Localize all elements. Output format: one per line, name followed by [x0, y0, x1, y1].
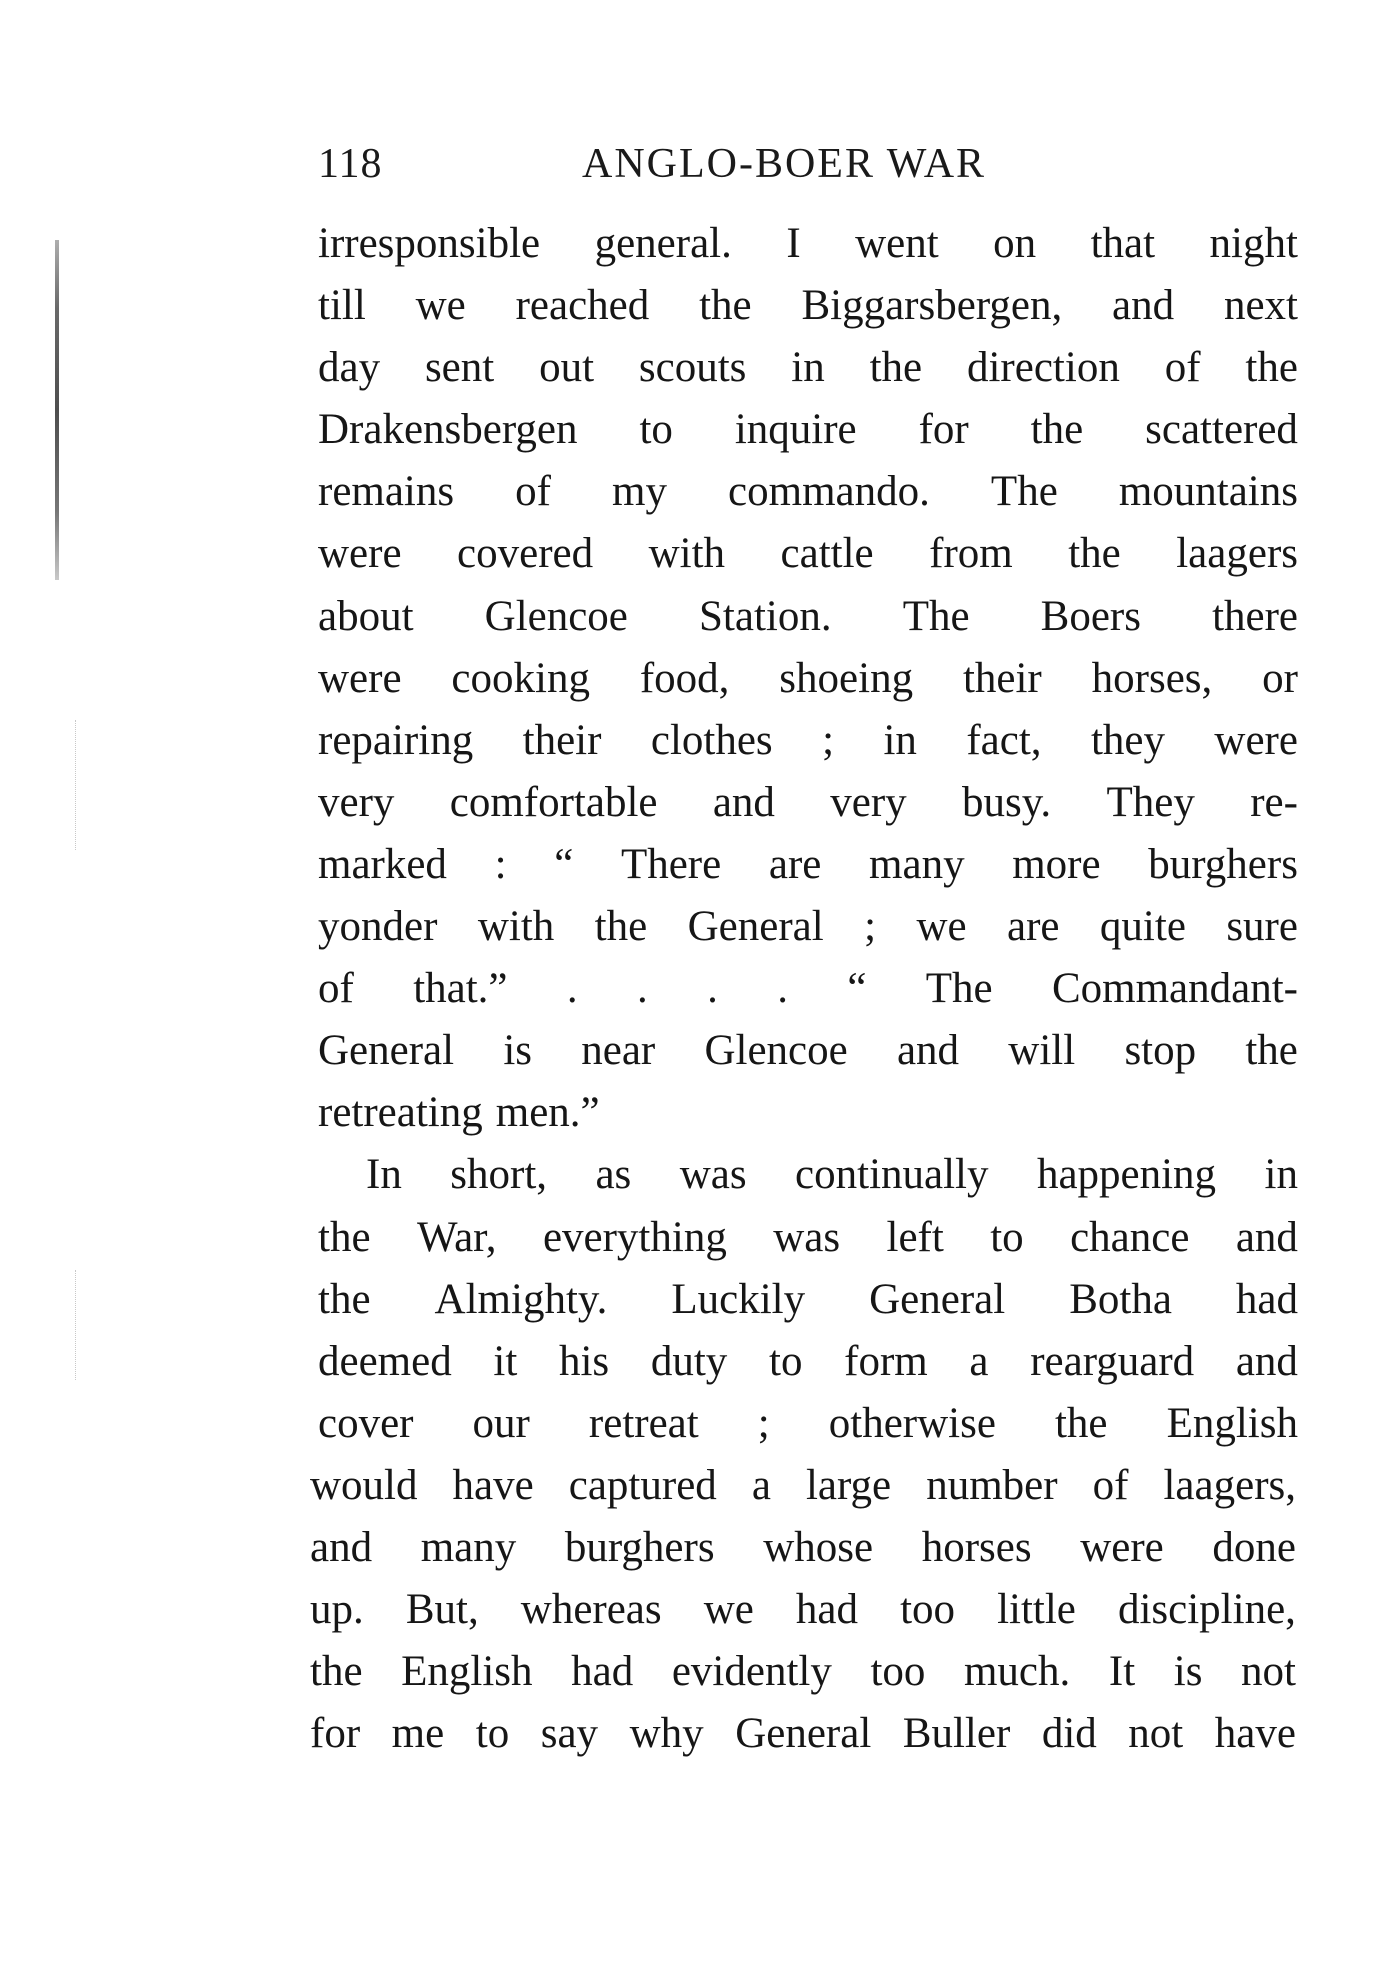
text-line: [318, 834, 1298, 896]
word: cooking: [451, 654, 590, 702]
word: Buller: [902, 1710, 1011, 1758]
word: sure: [1226, 903, 1298, 951]
word: the: [869, 344, 923, 392]
word: left: [886, 1213, 944, 1261]
word: the: [1054, 1399, 1108, 1447]
word: their: [522, 716, 602, 764]
word: that: [1090, 220, 1156, 267]
word: our: [472, 1399, 530, 1447]
word: remains: [318, 468, 455, 516]
word: burghers: [1148, 840, 1298, 888]
word: irresponsible: [318, 220, 541, 267]
word: mountains: [1118, 468, 1298, 516]
word: would: [310, 1461, 418, 1509]
word: Drakensbergen: [318, 406, 578, 454]
word: number: [926, 1461, 1058, 1509]
text-line: [310, 1579, 1296, 1641]
word: English: [1166, 1399, 1298, 1447]
text-line: [310, 1641, 1296, 1703]
word: a: [969, 1337, 989, 1385]
binding-speckle: [75, 1270, 77, 1380]
word: have: [452, 1461, 534, 1509]
word: in: [1264, 1151, 1298, 1199]
word: Botha: [1069, 1275, 1172, 1323]
word: In: [366, 1151, 402, 1199]
word: were: [318, 654, 402, 702]
word: :: [494, 840, 507, 888]
text-line: [318, 461, 1298, 523]
binding-speckle: [75, 720, 77, 850]
word: direction: [966, 344, 1120, 392]
word: the: [699, 282, 752, 330]
word: their: [962, 654, 1042, 702]
text-line: [318, 1269, 1298, 1331]
word: were: [1080, 1523, 1164, 1571]
word: short,: [450, 1151, 548, 1199]
text-line: [318, 1331, 1298, 1393]
word: comfortable: [449, 778, 658, 826]
word: of: [1092, 1461, 1129, 1509]
word: ;: [864, 903, 877, 951]
word: form: [844, 1337, 928, 1385]
word: did: [1041, 1710, 1097, 1758]
word: to: [639, 406, 673, 454]
word: with: [648, 530, 726, 578]
word: happening: [1036, 1151, 1217, 1199]
word: and: [1112, 282, 1175, 330]
word: till: [318, 282, 366, 330]
word: me: [391, 1710, 445, 1758]
text-line: [318, 1393, 1298, 1455]
word: they: [1090, 716, 1165, 764]
word: was: [773, 1213, 841, 1261]
word: the: [1245, 344, 1298, 392]
word: “: [554, 840, 574, 888]
word: too: [900, 1586, 956, 1634]
word: is: [1173, 1648, 1203, 1696]
text-line: [318, 958, 1298, 1020]
word: War,: [416, 1213, 497, 1261]
word: discipline,: [1117, 1586, 1296, 1634]
word: the: [1030, 406, 1084, 454]
word: and: [1235, 1337, 1298, 1385]
word: yonder: [318, 903, 438, 951]
word: duty: [650, 1337, 728, 1385]
word: sent: [424, 344, 495, 392]
word: up.: [310, 1586, 364, 1634]
word: commando.: [728, 468, 930, 516]
word: fact,: [966, 716, 1042, 764]
word: a: [751, 1461, 771, 1509]
word: went: [855, 220, 939, 267]
word: little: [997, 1586, 1076, 1634]
word: inquire: [734, 406, 857, 454]
word: burghers: [564, 1523, 715, 1571]
text-line: [318, 896, 1298, 958]
word: too: [870, 1648, 926, 1696]
word: more: [1012, 840, 1101, 888]
word: or: [1262, 654, 1298, 702]
word: re-: [1250, 778, 1298, 826]
text-line: [318, 1082, 1298, 1144]
word: were: [1214, 716, 1298, 764]
word: whereas: [520, 1586, 662, 1634]
word: quite: [1099, 903, 1186, 951]
word: we: [703, 1586, 754, 1634]
word: horses: [921, 1523, 1032, 1571]
word: in: [883, 716, 917, 764]
word: for: [918, 406, 969, 454]
word: very: [830, 778, 907, 826]
word: many: [869, 840, 965, 888]
word: But,: [405, 1586, 479, 1634]
word: from: [929, 530, 1013, 578]
word: men.”: [495, 1089, 600, 1137]
word: not: [1241, 1648, 1296, 1696]
word: “: [847, 965, 867, 1013]
word: Glencoe: [484, 592, 628, 640]
word: .: [777, 965, 788, 1013]
word: it: [493, 1337, 518, 1385]
word: They: [1106, 778, 1195, 826]
word: rearguard: [1030, 1337, 1195, 1385]
word: General: [869, 1275, 1006, 1323]
word: repairing: [318, 716, 474, 764]
word: to: [990, 1213, 1024, 1261]
word: everything: [542, 1213, 727, 1261]
word: The: [925, 965, 993, 1013]
text-line: [318, 1207, 1298, 1269]
word: the: [318, 1275, 371, 1323]
word: for: [310, 1710, 361, 1758]
word: .: [636, 965, 648, 1013]
word: had: [571, 1648, 634, 1696]
word: and: [1235, 1213, 1298, 1261]
word: and: [896, 1027, 960, 1075]
word: not: [1128, 1710, 1184, 1758]
word: will: [1008, 1027, 1076, 1075]
word: whose: [763, 1523, 874, 1571]
word: much.: [963, 1648, 1071, 1696]
word: and: [310, 1523, 373, 1571]
word: otherwise: [828, 1399, 996, 1447]
word: The: [902, 592, 970, 640]
word: the: [594, 903, 648, 951]
word: .: [707, 965, 718, 1013]
word: we: [916, 903, 967, 951]
text-line: [318, 1144, 1298, 1206]
word: ;: [757, 1399, 770, 1447]
text-line: [310, 1517, 1296, 1579]
text-line: [318, 523, 1298, 585]
word: is: [503, 1027, 532, 1075]
word: shoeing: [779, 654, 914, 702]
word: the: [1068, 530, 1121, 578]
text-line: [318, 399, 1298, 461]
word: laagers: [1176, 530, 1298, 578]
word: say: [540, 1710, 599, 1758]
word: have: [1214, 1710, 1296, 1758]
word: stop: [1124, 1027, 1197, 1075]
word: There: [620, 840, 722, 888]
text-line: [318, 648, 1298, 710]
word: I: [786, 220, 801, 267]
word: of: [515, 468, 551, 516]
text-line: [318, 710, 1298, 772]
word: captured: [568, 1461, 717, 1509]
body-text: [310, 213, 1298, 1765]
word: covered: [457, 530, 594, 578]
word: Glencoe: [704, 1027, 848, 1075]
word: as: [595, 1151, 632, 1199]
word: Boers: [1040, 592, 1141, 640]
word: day: [318, 344, 381, 392]
word: night: [1209, 220, 1298, 267]
word: are: [768, 840, 822, 888]
word: out: [539, 344, 595, 392]
word: chance: [1070, 1213, 1190, 1261]
text-line: [318, 275, 1298, 337]
word: marked: [318, 840, 447, 888]
word: we: [415, 282, 466, 330]
word: with: [477, 903, 555, 951]
word: busy.: [961, 778, 1052, 826]
word: very: [318, 778, 395, 826]
word: were: [318, 530, 402, 578]
binding-shadow: [55, 240, 59, 580]
word: the: [1245, 1027, 1298, 1075]
word: the: [310, 1648, 363, 1696]
word: done: [1212, 1523, 1296, 1571]
word: Commandant-: [1051, 965, 1298, 1013]
word: had: [1235, 1275, 1298, 1323]
word: retreat: [588, 1399, 699, 1447]
text-line: [310, 1703, 1296, 1765]
word: The: [990, 468, 1058, 516]
word: was: [679, 1151, 747, 1199]
word: large: [805, 1461, 892, 1509]
word: deemed: [318, 1337, 452, 1385]
word: ;: [822, 716, 835, 764]
running-head: ANGLO-BOER WAR: [582, 141, 987, 187]
word: cattle: [780, 530, 874, 578]
word: food,: [639, 654, 730, 702]
word: English: [401, 1648, 533, 1696]
text-line: [318, 772, 1298, 834]
word: Station.: [699, 592, 832, 640]
word: about: [318, 592, 414, 640]
word: next: [1223, 282, 1298, 330]
word: Luckily: [671, 1275, 806, 1323]
word: scouts: [638, 344, 747, 392]
word: evidently: [671, 1648, 832, 1696]
word: are: [1007, 903, 1060, 951]
word: laagers,: [1163, 1461, 1296, 1509]
word: retreating: [318, 1089, 483, 1137]
word: horses,: [1091, 654, 1213, 702]
text-line: [318, 586, 1298, 648]
word: why: [629, 1710, 704, 1758]
word: General: [687, 903, 824, 951]
word: Almighty.: [434, 1275, 608, 1323]
word: cover: [318, 1399, 414, 1447]
word: in: [791, 344, 825, 392]
word: of: [1164, 344, 1201, 392]
word: that.”: [413, 965, 508, 1013]
text-line: [310, 1455, 1296, 1517]
word: reached: [515, 282, 650, 330]
text-line: [318, 1020, 1298, 1082]
word: had: [795, 1586, 858, 1634]
word: general.: [594, 220, 732, 267]
word: to: [475, 1710, 510, 1758]
word: his: [558, 1337, 610, 1385]
word: .: [566, 965, 578, 1013]
word: there: [1212, 592, 1298, 640]
page-number: 118: [318, 141, 383, 187]
word: It: [1108, 1648, 1136, 1696]
text-line: [318, 337, 1298, 399]
word: continually: [795, 1151, 989, 1199]
word: General: [318, 1027, 455, 1075]
word: of: [318, 965, 354, 1013]
page-header: [318, 140, 1298, 200]
text-line: [318, 213, 1298, 275]
word: Biggarsbergen,: [801, 282, 1063, 330]
word: to: [769, 1337, 803, 1385]
word: and: [712, 778, 775, 826]
word: on: [993, 220, 1037, 267]
word: many: [420, 1523, 517, 1571]
word: General: [735, 1710, 872, 1758]
word: near: [581, 1027, 656, 1075]
word: the: [318, 1213, 371, 1261]
word: scattered: [1145, 406, 1298, 454]
word: clothes: [650, 716, 773, 764]
word: my: [612, 468, 667, 516]
